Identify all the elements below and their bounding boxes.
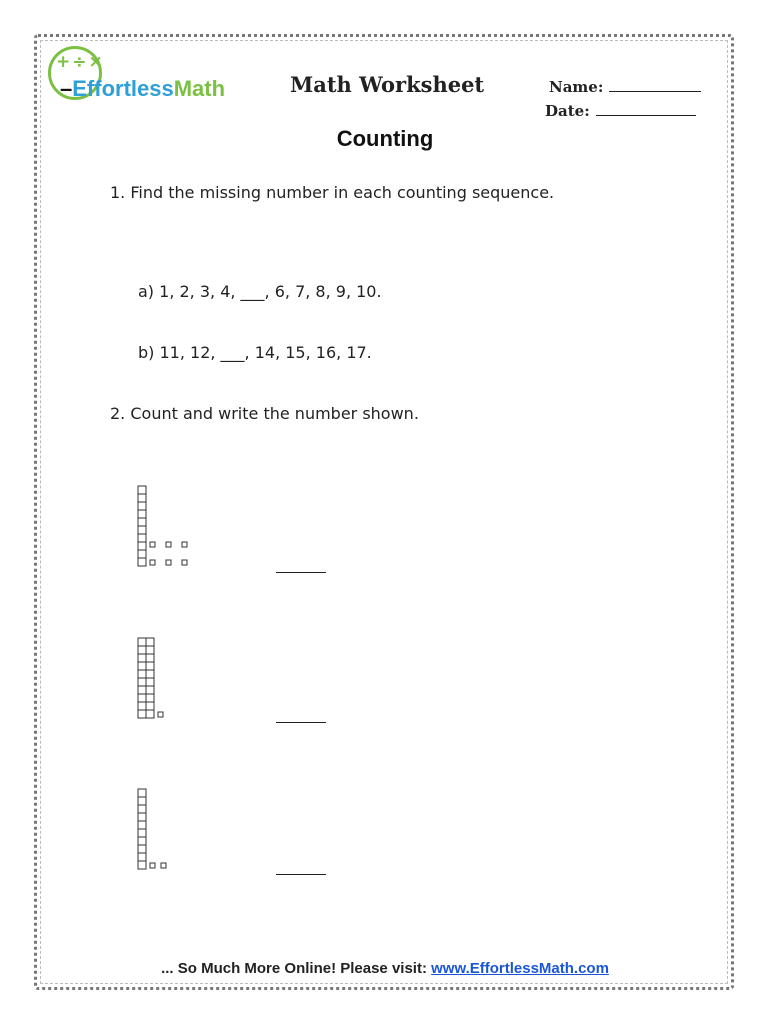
one-cube — [166, 560, 171, 565]
one-cube — [158, 712, 163, 717]
ten-rod — [138, 789, 146, 869]
question-2-prompt: 2. Count and write the number shown. — [110, 404, 419, 423]
question-1-prompt: 1. Find the missing number in each counting sequence. — [110, 183, 555, 202]
answer-line-3 — [276, 874, 326, 875]
one-cube — [161, 863, 166, 868]
one-cube — [166, 542, 171, 547]
date-label: Date: — [545, 102, 590, 120]
ten-rod — [138, 638, 146, 718]
ten-rod — [138, 486, 146, 566]
footer-link[interactable]: www.EffortlessMath.com — [431, 960, 609, 977]
effortlessmath-logo — [44, 46, 254, 106]
logo-text: –EffortlessMath — [60, 76, 226, 101]
date-field — [545, 102, 696, 120]
base-ten-blocks-1 — [130, 484, 210, 574]
logo-brand-math: Math — [173, 76, 226, 101]
worksheet-title: Math Worksheet — [290, 72, 485, 97]
base-ten-blocks-3 — [130, 787, 210, 877]
one-cube — [182, 542, 187, 547]
logo-brand-effortless: Effortless — [72, 76, 174, 101]
name-label: Name: — [549, 78, 604, 96]
base-ten-blocks-2 — [130, 636, 210, 726]
footer-text: ... So Much More Online! Please visit: — [161, 960, 432, 977]
one-cube — [182, 560, 187, 565]
question-1b: b) 11, 12, ___, 14, 15, 16, 17. — [138, 343, 372, 362]
one-cube — [150, 542, 155, 547]
question-1a: a) 1, 2, 3, 4, ___, 6, 7, 8, 9, 10. — [138, 282, 382, 301]
math-operators-icon: +÷× — [56, 52, 105, 72]
answer-line-2 — [276, 722, 326, 723]
name-blank — [609, 79, 701, 92]
worksheet-heading: Counting — [336, 126, 434, 151]
date-blank — [596, 103, 696, 116]
one-cube — [150, 863, 155, 868]
one-cube — [150, 560, 155, 565]
answer-line-1 — [276, 572, 326, 573]
footer — [0, 960, 770, 977]
name-field — [549, 78, 701, 96]
ten-rod — [146, 638, 154, 718]
